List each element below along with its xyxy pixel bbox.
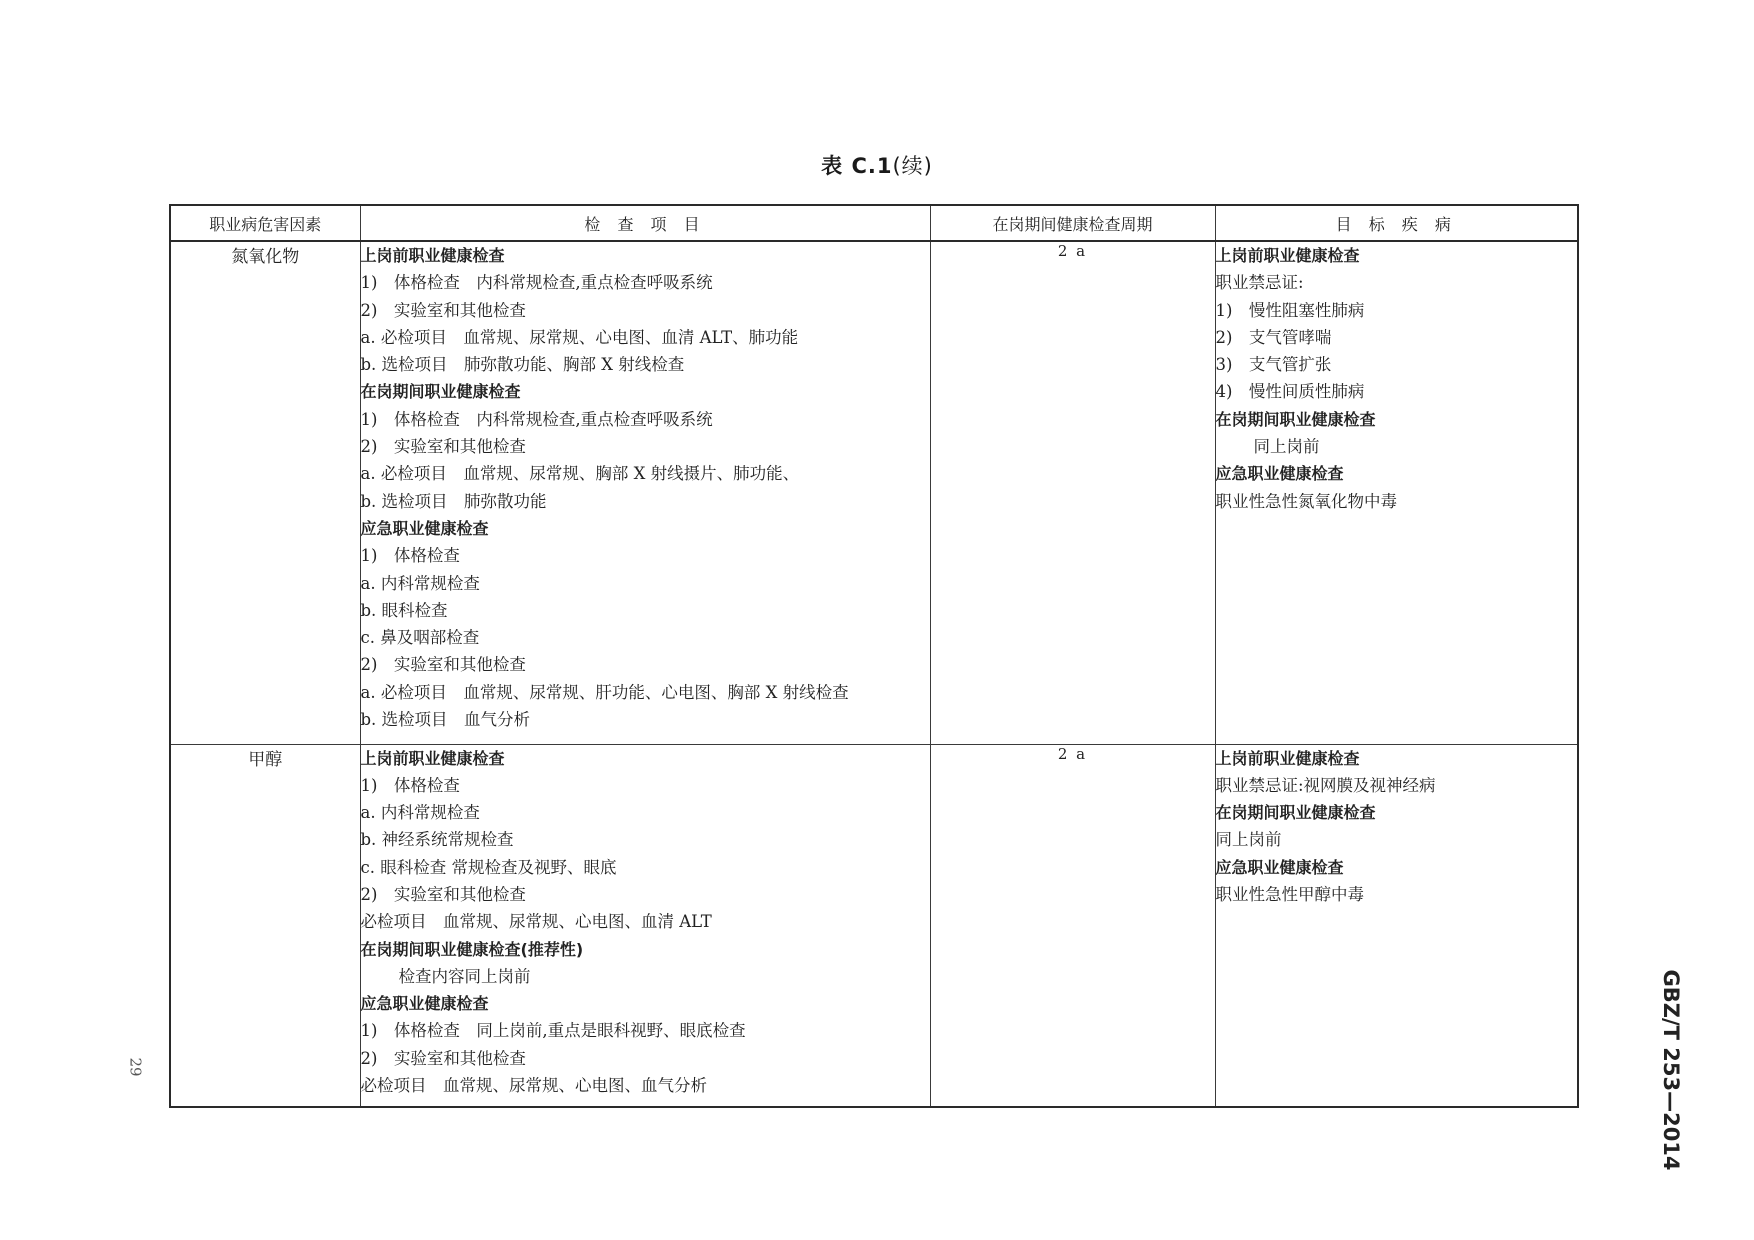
section-heading: 应急职业健康检查 — [1215, 464, 1344, 484]
section-heading: 在岗期间职业健康检查 — [1215, 409, 1376, 429]
section-heading: 在岗期间职业健康检查 — [1215, 803, 1376, 823]
cell-line: 职业禁忌证: — [1215, 273, 1304, 293]
cell-line: 必检项目 血常规、尿常规、心电图、血气分析 — [360, 1076, 707, 1096]
table-title-suffix: (续) — [892, 154, 933, 178]
cell-line: 1) 体格检查 — [360, 546, 460, 566]
cell-line: 1) 慢性阻塞性肺病 — [1215, 300, 1365, 320]
cell-line: c. 眼科检查 常规检查及视野、眼底 — [360, 857, 617, 877]
cell-line: b. 选检项目 血气分析 — [360, 710, 531, 730]
cell-line: 3) 支气管扩张 — [1215, 355, 1332, 375]
table-title-main: 表 C.1 — [821, 154, 893, 178]
table-row — [170, 241, 1578, 744]
cell-line: 1) 体格检查 内科常规检查,重点检查呼吸系统 — [360, 273, 713, 293]
section-heading: 上岗前职业健康检查 — [1215, 748, 1360, 768]
header-factor: 职业病危害因素 — [170, 205, 360, 241]
table-row — [170, 744, 1578, 1107]
cell-line: b. 选检项目 肺弥散功能、胸部 X 射线检查 — [360, 355, 685, 375]
exam-cell — [360, 241, 930, 744]
standard-code: GBZ/T 253—2014 — [1659, 969, 1683, 1171]
cell-line: b. 神经系统常规检查 — [360, 830, 514, 850]
cell-line: 职业性急性氮氧化物中毒 — [1215, 491, 1397, 511]
exam-cell — [360, 744, 930, 1107]
period-cell: 2 a — [930, 241, 1215, 744]
factor-cell: 甲醇 — [170, 744, 360, 1107]
target-cell — [1215, 744, 1578, 1107]
cell-line: 2) 实验室和其他检查 — [360, 884, 526, 904]
cell-line: a. 内科常规检查 — [360, 803, 480, 823]
header-exam: 检 查 项 目 — [360, 205, 930, 241]
section-heading: 在岗期间职业健康检查 — [360, 382, 521, 402]
cell-line: 2) 实验室和其他检查 — [360, 300, 526, 320]
header-period: 在岗期间健康检查周期 — [930, 205, 1215, 241]
cell-line: a. 必检项目 血常规、尿常规、胸部 X 射线摄片、肺功能、 — [360, 464, 800, 484]
section-heading: 上岗前职业健康检查 — [1215, 246, 1360, 265]
section-heading: 上岗前职业健康检查 — [360, 246, 505, 265]
cell-line: 职业禁忌证:视网膜及视神经病 — [1215, 775, 1436, 795]
section-heading: 应急职业健康检查 — [360, 518, 489, 538]
health-exam-table — [169, 204, 1579, 1108]
cell-line: a. 内科常规检查 — [360, 573, 480, 593]
cell-line: b. 眼科检查 — [360, 600, 448, 620]
target-cell — [1215, 241, 1578, 744]
cell-line: 1) 体格检查 — [360, 775, 460, 795]
section-heading: 上岗前职业健康检查 — [360, 748, 505, 768]
cell-line: c. 鼻及咽部检查 — [360, 628, 480, 648]
section-heading: 应急职业健康检查 — [1215, 857, 1344, 877]
cell-line: b. 选检项目 肺弥散功能 — [360, 491, 547, 511]
page-number: 29 — [126, 1057, 145, 1077]
section-heading: 应急职业健康检查 — [360, 994, 489, 1014]
cell-line: 职业性急性甲醇中毒 — [1215, 884, 1364, 904]
cell-line: 同上岗前 — [1253, 437, 1320, 457]
cell-line: 2) 支气管哮喘 — [1215, 327, 1332, 347]
period-cell: 2 a — [930, 744, 1215, 1107]
cell-line: 同上岗前 — [1215, 830, 1282, 850]
section-heading: 在岗期间职业健康检查(推荐性) — [360, 939, 584, 959]
cell-line: 2) 实验室和其他检查 — [360, 437, 526, 457]
cell-line: 1) 体格检查 同上岗前,重点是眼科视野、眼底检查 — [360, 1021, 746, 1041]
cell-line: a. 必检项目 血常规、尿常规、肝功能、心电图、胸部 X 射线检查 — [360, 682, 849, 702]
cell-line: 2) 实验室和其他检查 — [360, 1048, 526, 1068]
cell-line: 检查内容同上岗前 — [398, 966, 531, 986]
header-target: 目 标 疾 病 — [1215, 205, 1578, 241]
table-header-row — [170, 205, 1578, 241]
cell-line: a. 必检项目 血常规、尿常规、心电图、血清 ALT、肺功能 — [360, 327, 799, 347]
table-title — [0, 150, 1754, 180]
cell-line: 1) 体格检查 内科常规检查,重点检查呼吸系统 — [360, 409, 713, 429]
cell-line: 2) 实验室和其他检查 — [360, 655, 526, 675]
cell-line: 必检项目 血常规、尿常规、心电图、血清 ALT — [360, 912, 712, 932]
cell-line: 4) 慢性间质性肺病 — [1215, 382, 1365, 402]
factor-cell: 氮氧化物 — [170, 241, 360, 744]
